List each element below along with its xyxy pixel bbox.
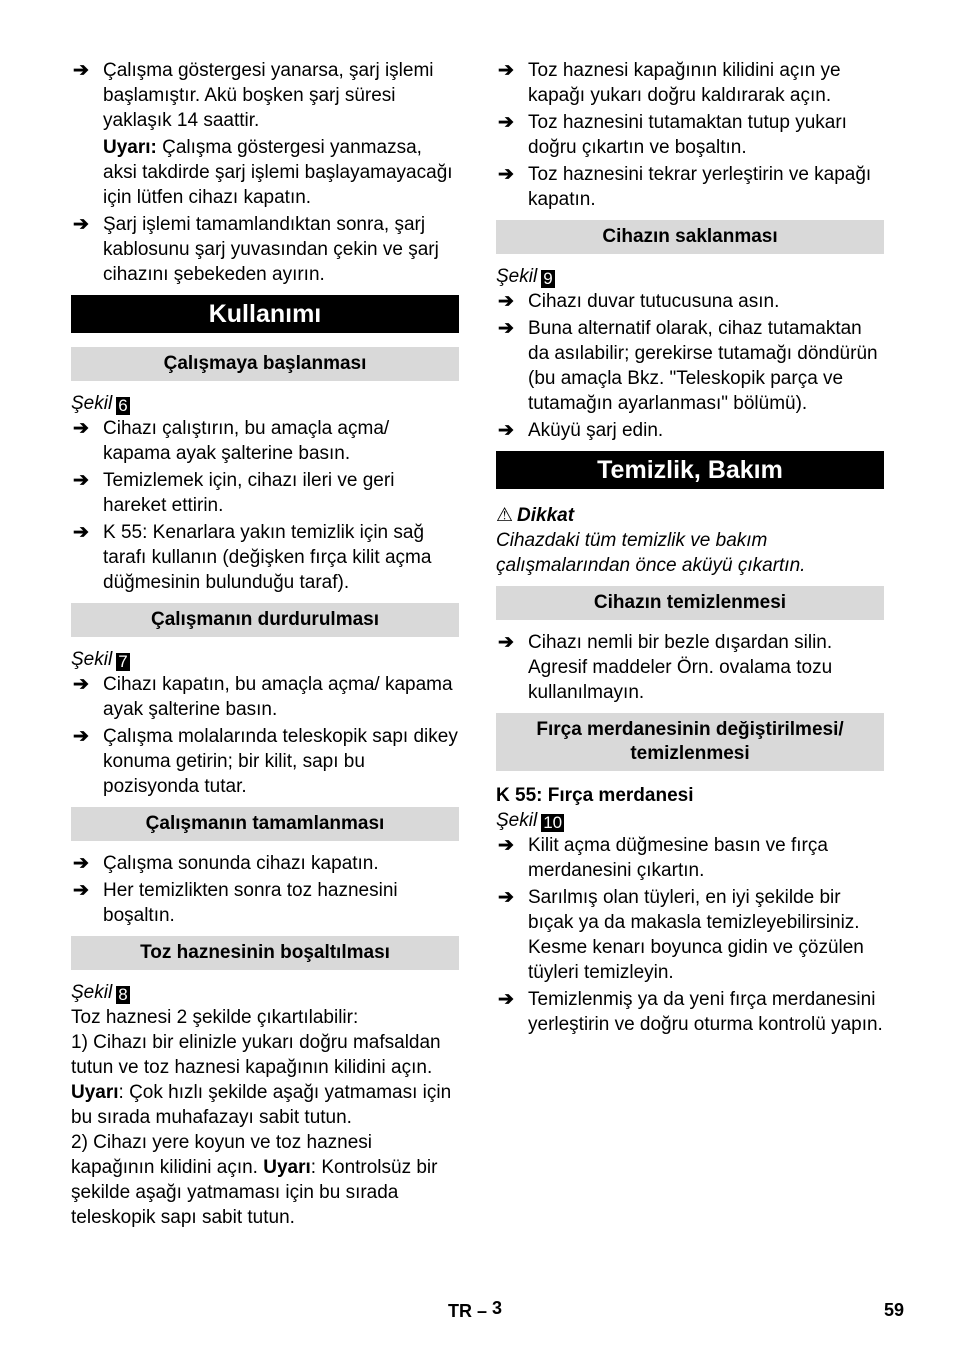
warning-note: Uyarı: Çalışma göstergesi yanmazsa, aksi takdirde şarj işlemi başlayamayacağı için lütfen cihazı kapatın. bbox=[103, 137, 453, 208]
list-item: ➔ Çalışma göstergesi yanarsa, şarj işlemi başlamıştır. Akü boşken şarj süresi yaklaşık 14 saattir. bbox=[73, 60, 434, 131]
paragraph: Toz haznesi 2 şekilde çıkartılabilir: bbox=[71, 1007, 359, 1028]
arrow-icon: ➔ bbox=[73, 726, 89, 747]
figure-ref: Şekil 6 bbox=[71, 393, 128, 415]
figure-number: 7 bbox=[118, 652, 128, 671]
list-item: ➔ Cihazı çalıştırın, bu amaçla açma/ kapama ayak şalterine basın. bbox=[73, 418, 390, 464]
figure-ref: Şekil 7 bbox=[71, 649, 128, 671]
arrow-icon: ➔ bbox=[498, 420, 514, 441]
list-item: ➔ Her temizlikten sonra toz haznesini boşaltın. bbox=[73, 880, 398, 926]
arrow-icon: ➔ bbox=[498, 164, 514, 185]
section-heading-kullanimi: Kullanımı bbox=[71, 295, 459, 333]
list-item: ➔ Toz haznesi kapağının kilidini açın ye kapağı yukarı doğru kaldırarak açın. bbox=[498, 60, 841, 106]
figure-ref: Şekil 10 bbox=[496, 810, 563, 832]
arrow-icon: ➔ bbox=[73, 522, 89, 543]
list-item: ➔ Cihazı kapatın, bu amaçla açma/ kapama ayak şalterine basın. bbox=[73, 674, 453, 720]
list-item: ➔ Çalışma sonunda cihazı kapatın. bbox=[73, 853, 379, 874]
arrow-icon: ➔ bbox=[73, 880, 89, 901]
right-column bbox=[496, 58, 884, 1039]
subheading-baslanmasi: Çalışmaya başlanması bbox=[71, 347, 459, 381]
list-item: ➔ Cihazı nemli bir bezle dışardan silin. Agresif maddeler Örn. ovalama tozu kullanılmayın. bbox=[498, 632, 833, 703]
figure-ref: Şekil 8 bbox=[71, 982, 128, 1004]
list-item: ➔ Kilit açma düğmesine basın ve fırça merdanesini çıkartın. bbox=[498, 835, 828, 881]
arrow-icon: ➔ bbox=[498, 60, 514, 81]
paragraph: 1) Cihazı bir elinizle yukarı doğru mafsaldan tutun ve toz haznesi kapağının kilidini açın. Uyarı: Çok hızlı şekilde aşağı yatmaması için bu sırada muhafazayı sabit tutun. bbox=[71, 1032, 452, 1128]
arrow-icon: ➔ bbox=[73, 674, 89, 695]
caution-heading: ⚠ Dikkat bbox=[496, 505, 575, 526]
section-heading-temizlik: Temizlik, Bakım bbox=[496, 451, 884, 489]
list-item: ➔ K 55: Kenarlara yakın temizlik için sağ tarafı kullanın (değişken fırça kilit açma düğmesinin bulunduğu taraf). bbox=[73, 522, 432, 593]
arrow-icon: ➔ bbox=[73, 60, 89, 81]
list-item: ➔ Şarj işlemi tamamlandıktan sonra, şarj kablosunu şarj yuvasından çekin ve şarj cihazını şebekeden ayırın. bbox=[73, 214, 439, 285]
arrow-icon: ➔ bbox=[498, 318, 514, 339]
arrow-icon: ➔ bbox=[73, 853, 89, 874]
subheading-durdurulmasi: Çalışmanın durdurulması bbox=[71, 603, 459, 637]
list-item: ➔ Aküyü şarj edin. bbox=[498, 420, 664, 441]
paragraph: 2) Cihazı yere koyun ve toz haznesi kapağının kilidini açın. Uyarı: Kontrolsüz bir şekilde aşağı yatmaması için bu sırada teleskopik sapı sabit tutun. bbox=[71, 1132, 438, 1228]
list-item: ➔ Buna alternatif olarak, cihaz tutamaktan da asılabilir; gerekirse tutamağı döndürün (bu amaçla Bkz. "Teleskopik parça ve tutamağın ayarlanması" bölümü). bbox=[498, 318, 878, 414]
left-column bbox=[71, 58, 459, 1230]
list-item: ➔ Çalışma molalarında teleskopik sapı dikey konuma getirin; bir kilit, sapı bu pozisyonda tutar. bbox=[73, 726, 458, 797]
arrow-icon: ➔ bbox=[498, 632, 514, 653]
list-item: ➔ Toz haznesini tutamaktan tutup yukarı doğru çıkartın ve boşaltın. bbox=[498, 112, 847, 158]
arrow-icon: ➔ bbox=[73, 418, 89, 439]
arrow-icon: ➔ bbox=[498, 112, 514, 133]
arrow-icon: ➔ bbox=[498, 291, 514, 312]
caution-text: Cihazdaki tüm temizlik ve bakım çalışmalarından önce aküyü çıkartın. bbox=[496, 530, 806, 576]
list-item: ➔ Cihazı duvar tutucusuna asın. bbox=[498, 291, 780, 312]
figure-number: 6 bbox=[118, 396, 128, 415]
subheading-tamamlanmasi: Çalışmanın tamamlanması bbox=[71, 807, 459, 841]
list-item: ➔ Temizlenmiş ya da yeni fırça merdanesini yerleştirin ve doğru oturma kontrolü yapın. bbox=[498, 989, 883, 1035]
list-item: ➔ Toz haznesini tekrar yerleştirin ve kapağı kapatın. bbox=[498, 164, 872, 210]
arrow-icon: ➔ bbox=[498, 989, 514, 1010]
arrow-icon: ➔ bbox=[498, 835, 514, 856]
subsubheading-k55: K 55: Fırça merdanesi bbox=[496, 785, 694, 806]
figure-number: 8 bbox=[118, 985, 128, 1004]
subheading-firca: Fırça merdanesinin değiştirilmesi/ temizlenmesi bbox=[496, 713, 884, 771]
page-number: 59 bbox=[884, 1300, 905, 1320]
subheading-temizlenmesi: Cihazın temizlenmesi bbox=[496, 586, 884, 620]
list-item: ➔ Temizlemek için, cihazı ileri ve geri hareket ettirin. bbox=[73, 470, 395, 516]
footer-section-label: TR – 3 bbox=[448, 1298, 503, 1321]
figure-number: 10 bbox=[543, 813, 563, 832]
arrow-icon: ➔ bbox=[73, 470, 89, 491]
figure-ref: Şekil 9 bbox=[496, 266, 553, 288]
figure-number: 9 bbox=[543, 269, 553, 288]
subheading-saklanmasi: Cihazın saklanması bbox=[496, 220, 884, 254]
warning-label: Uyarı: bbox=[103, 137, 157, 158]
arrow-icon: ➔ bbox=[73, 214, 89, 235]
list-item: ➔ Sarılmış olan tüyleri, en iyi şekilde bir bıçak ya da makasla temizleyebilirsiniz. Kesme kenarı boyunca gidin ve çözülen tüyleri temizleyin. bbox=[498, 887, 864, 983]
subheading-bosaltilmasi: Toz haznesinin boşaltılması bbox=[71, 936, 459, 970]
warning-triangle-icon: ⚠ bbox=[496, 505, 514, 526]
arrow-icon: ➔ bbox=[498, 887, 514, 908]
